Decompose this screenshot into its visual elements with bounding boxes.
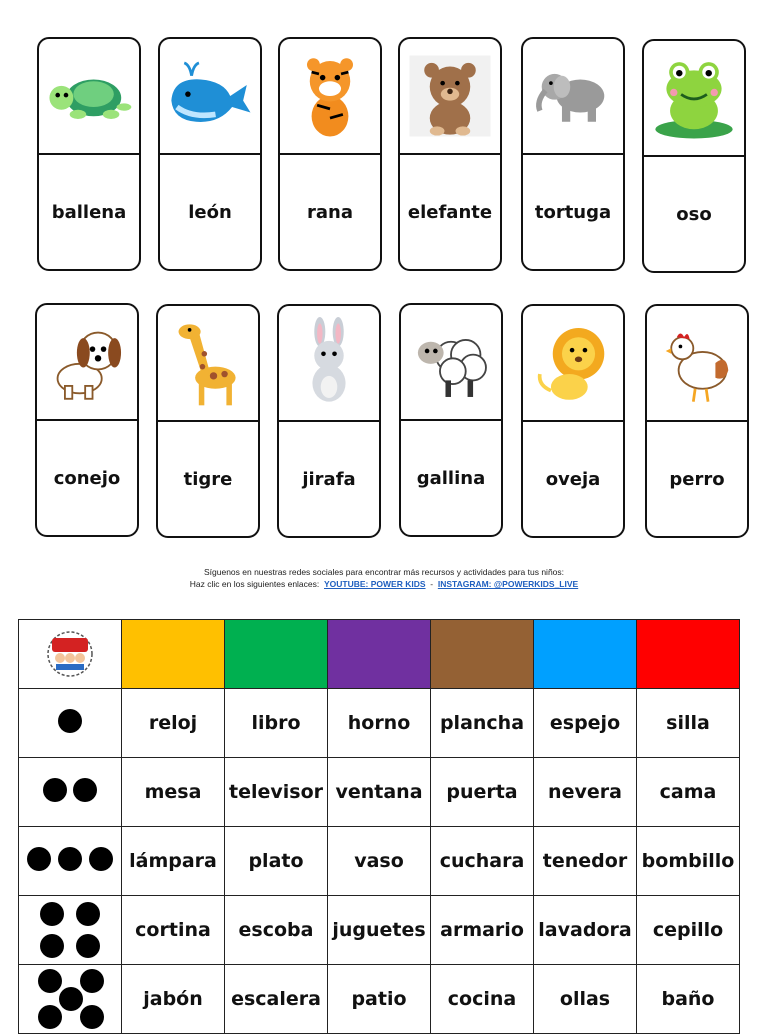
color-cell-3 xyxy=(328,620,431,689)
word-cell: puerta xyxy=(431,758,534,827)
color-cell-1 xyxy=(122,620,225,689)
word-cell: libro xyxy=(225,689,328,758)
dot xyxy=(40,902,64,926)
dot xyxy=(58,709,82,733)
whale-icon xyxy=(164,50,256,142)
color-cell-6 xyxy=(637,620,740,689)
card-picture xyxy=(647,306,747,422)
dot xyxy=(59,987,83,1011)
dot xyxy=(80,969,104,993)
card-picture xyxy=(160,39,260,155)
card-word: oveja xyxy=(545,468,601,490)
color-cell-5 xyxy=(534,620,637,689)
card-picture xyxy=(644,41,744,157)
card-word: rana xyxy=(307,201,353,223)
color-cell-2 xyxy=(225,620,328,689)
word-cell: bombillo xyxy=(637,827,740,896)
word-cell: baño xyxy=(637,965,740,1034)
lion-icon xyxy=(527,317,619,409)
word-cell: mesa xyxy=(122,758,225,827)
card-5 xyxy=(521,37,625,271)
dot xyxy=(38,969,62,993)
board-row-3 xyxy=(19,827,740,896)
dice-four xyxy=(19,896,122,965)
card-12 xyxy=(645,304,749,538)
card-picture xyxy=(39,39,139,155)
social-line-1: Síguenos en nuestras redes sociales para encontrar más recursos y actividades para tus niños: xyxy=(203,567,565,577)
word-cell: patio xyxy=(328,965,431,1034)
word-cell: nevera xyxy=(534,758,637,827)
dog-icon xyxy=(41,316,133,408)
frog-icon xyxy=(648,52,740,144)
card-3 xyxy=(278,37,382,271)
board-row-4 xyxy=(19,896,740,965)
card-1 xyxy=(37,37,141,271)
dot xyxy=(58,847,82,871)
word-cell: escalera xyxy=(225,965,328,1034)
word-cell: reloj xyxy=(122,689,225,758)
card-4 xyxy=(398,37,502,271)
dot xyxy=(38,1005,62,1029)
bear-icon xyxy=(404,50,496,142)
dice-two xyxy=(19,758,122,827)
dot xyxy=(40,934,64,958)
word-cell: ventana xyxy=(328,758,431,827)
card-10 xyxy=(399,303,503,537)
word-cell: vaso xyxy=(328,827,431,896)
dot xyxy=(43,778,67,802)
card-6 xyxy=(642,39,746,273)
board-row-5 xyxy=(19,965,740,1034)
powerkids-logo-icon xyxy=(40,624,100,680)
word-cell: lámpara xyxy=(122,827,225,896)
card-11 xyxy=(521,304,625,538)
card-word: león xyxy=(188,201,232,223)
word-cell: jabón xyxy=(122,965,225,1034)
social-links xyxy=(0,566,768,590)
sheep-icon xyxy=(405,316,497,408)
card-word: perro xyxy=(669,468,725,490)
card-word: conejo xyxy=(53,467,121,489)
card-word: ballena xyxy=(51,201,127,223)
card-7 xyxy=(35,303,139,537)
card-picture xyxy=(280,39,380,155)
word-cell: televisor xyxy=(225,758,328,827)
dot xyxy=(80,1005,104,1029)
social-separator: - xyxy=(430,579,434,589)
card-picture xyxy=(37,305,137,421)
dot xyxy=(76,934,100,958)
word-cell: lavadora xyxy=(534,896,637,965)
card-picture xyxy=(279,306,379,422)
dice-one xyxy=(19,689,122,758)
word-cell: plato xyxy=(225,827,328,896)
word-cell: horno xyxy=(328,689,431,758)
dot-group xyxy=(30,969,110,1029)
logo-cell xyxy=(19,620,122,689)
card-word: gallina xyxy=(416,467,486,489)
turtle-icon xyxy=(43,50,135,142)
word-cell: silla xyxy=(637,689,740,758)
dot xyxy=(89,847,113,871)
word-cell: cuchara xyxy=(431,827,534,896)
color-cell-4 xyxy=(431,620,534,689)
card-picture xyxy=(401,305,501,421)
word-cell: tenedor xyxy=(534,827,637,896)
card-picture xyxy=(523,39,623,155)
dot xyxy=(73,778,97,802)
word-cell: cama xyxy=(637,758,740,827)
word-cell: escoba xyxy=(225,896,328,965)
giraffe-icon xyxy=(162,317,254,409)
card-picture xyxy=(400,39,500,155)
word-board xyxy=(18,619,740,1034)
word-cell: juguetes xyxy=(328,896,431,965)
dot-group xyxy=(30,900,110,960)
youtube-link[interactable]: YOUTUBE: POWER KIDS xyxy=(324,579,426,589)
elephant-icon xyxy=(527,50,619,142)
social-line-2 xyxy=(0,578,768,590)
card-picture xyxy=(523,306,623,422)
word-cell: cortina xyxy=(122,896,225,965)
card-2 xyxy=(158,37,262,271)
card-word: tortuga xyxy=(534,201,612,223)
dice-three xyxy=(19,827,122,896)
word-cell: armario xyxy=(431,896,534,965)
board-row-1 xyxy=(19,689,740,758)
word-cell: cepillo xyxy=(637,896,740,965)
card-9 xyxy=(277,304,381,538)
word-cell: plancha xyxy=(431,689,534,758)
instagram-link[interactable]: INSTAGRAM: @POWERKIDS_LIVE xyxy=(437,579,579,589)
hen-icon xyxy=(651,317,743,409)
board-row-2 xyxy=(19,758,740,827)
dot xyxy=(76,902,100,926)
card-picture xyxy=(158,306,258,422)
board-header-row xyxy=(19,620,740,689)
card-word: tigre xyxy=(183,468,233,490)
card-word: oso xyxy=(676,203,712,225)
social-prefix: Haz clic en los siguientes enlaces: xyxy=(189,579,320,589)
dot xyxy=(27,847,51,871)
tiger-icon xyxy=(284,50,376,142)
card-word: jirafa xyxy=(302,468,356,490)
word-cell: espejo xyxy=(534,689,637,758)
card-8 xyxy=(156,304,260,538)
dice-five xyxy=(19,965,122,1034)
card-word: elefante xyxy=(407,201,493,223)
word-cell: cocina xyxy=(431,965,534,1034)
word-cell: ollas xyxy=(534,965,637,1034)
rabbit-icon xyxy=(283,317,375,409)
